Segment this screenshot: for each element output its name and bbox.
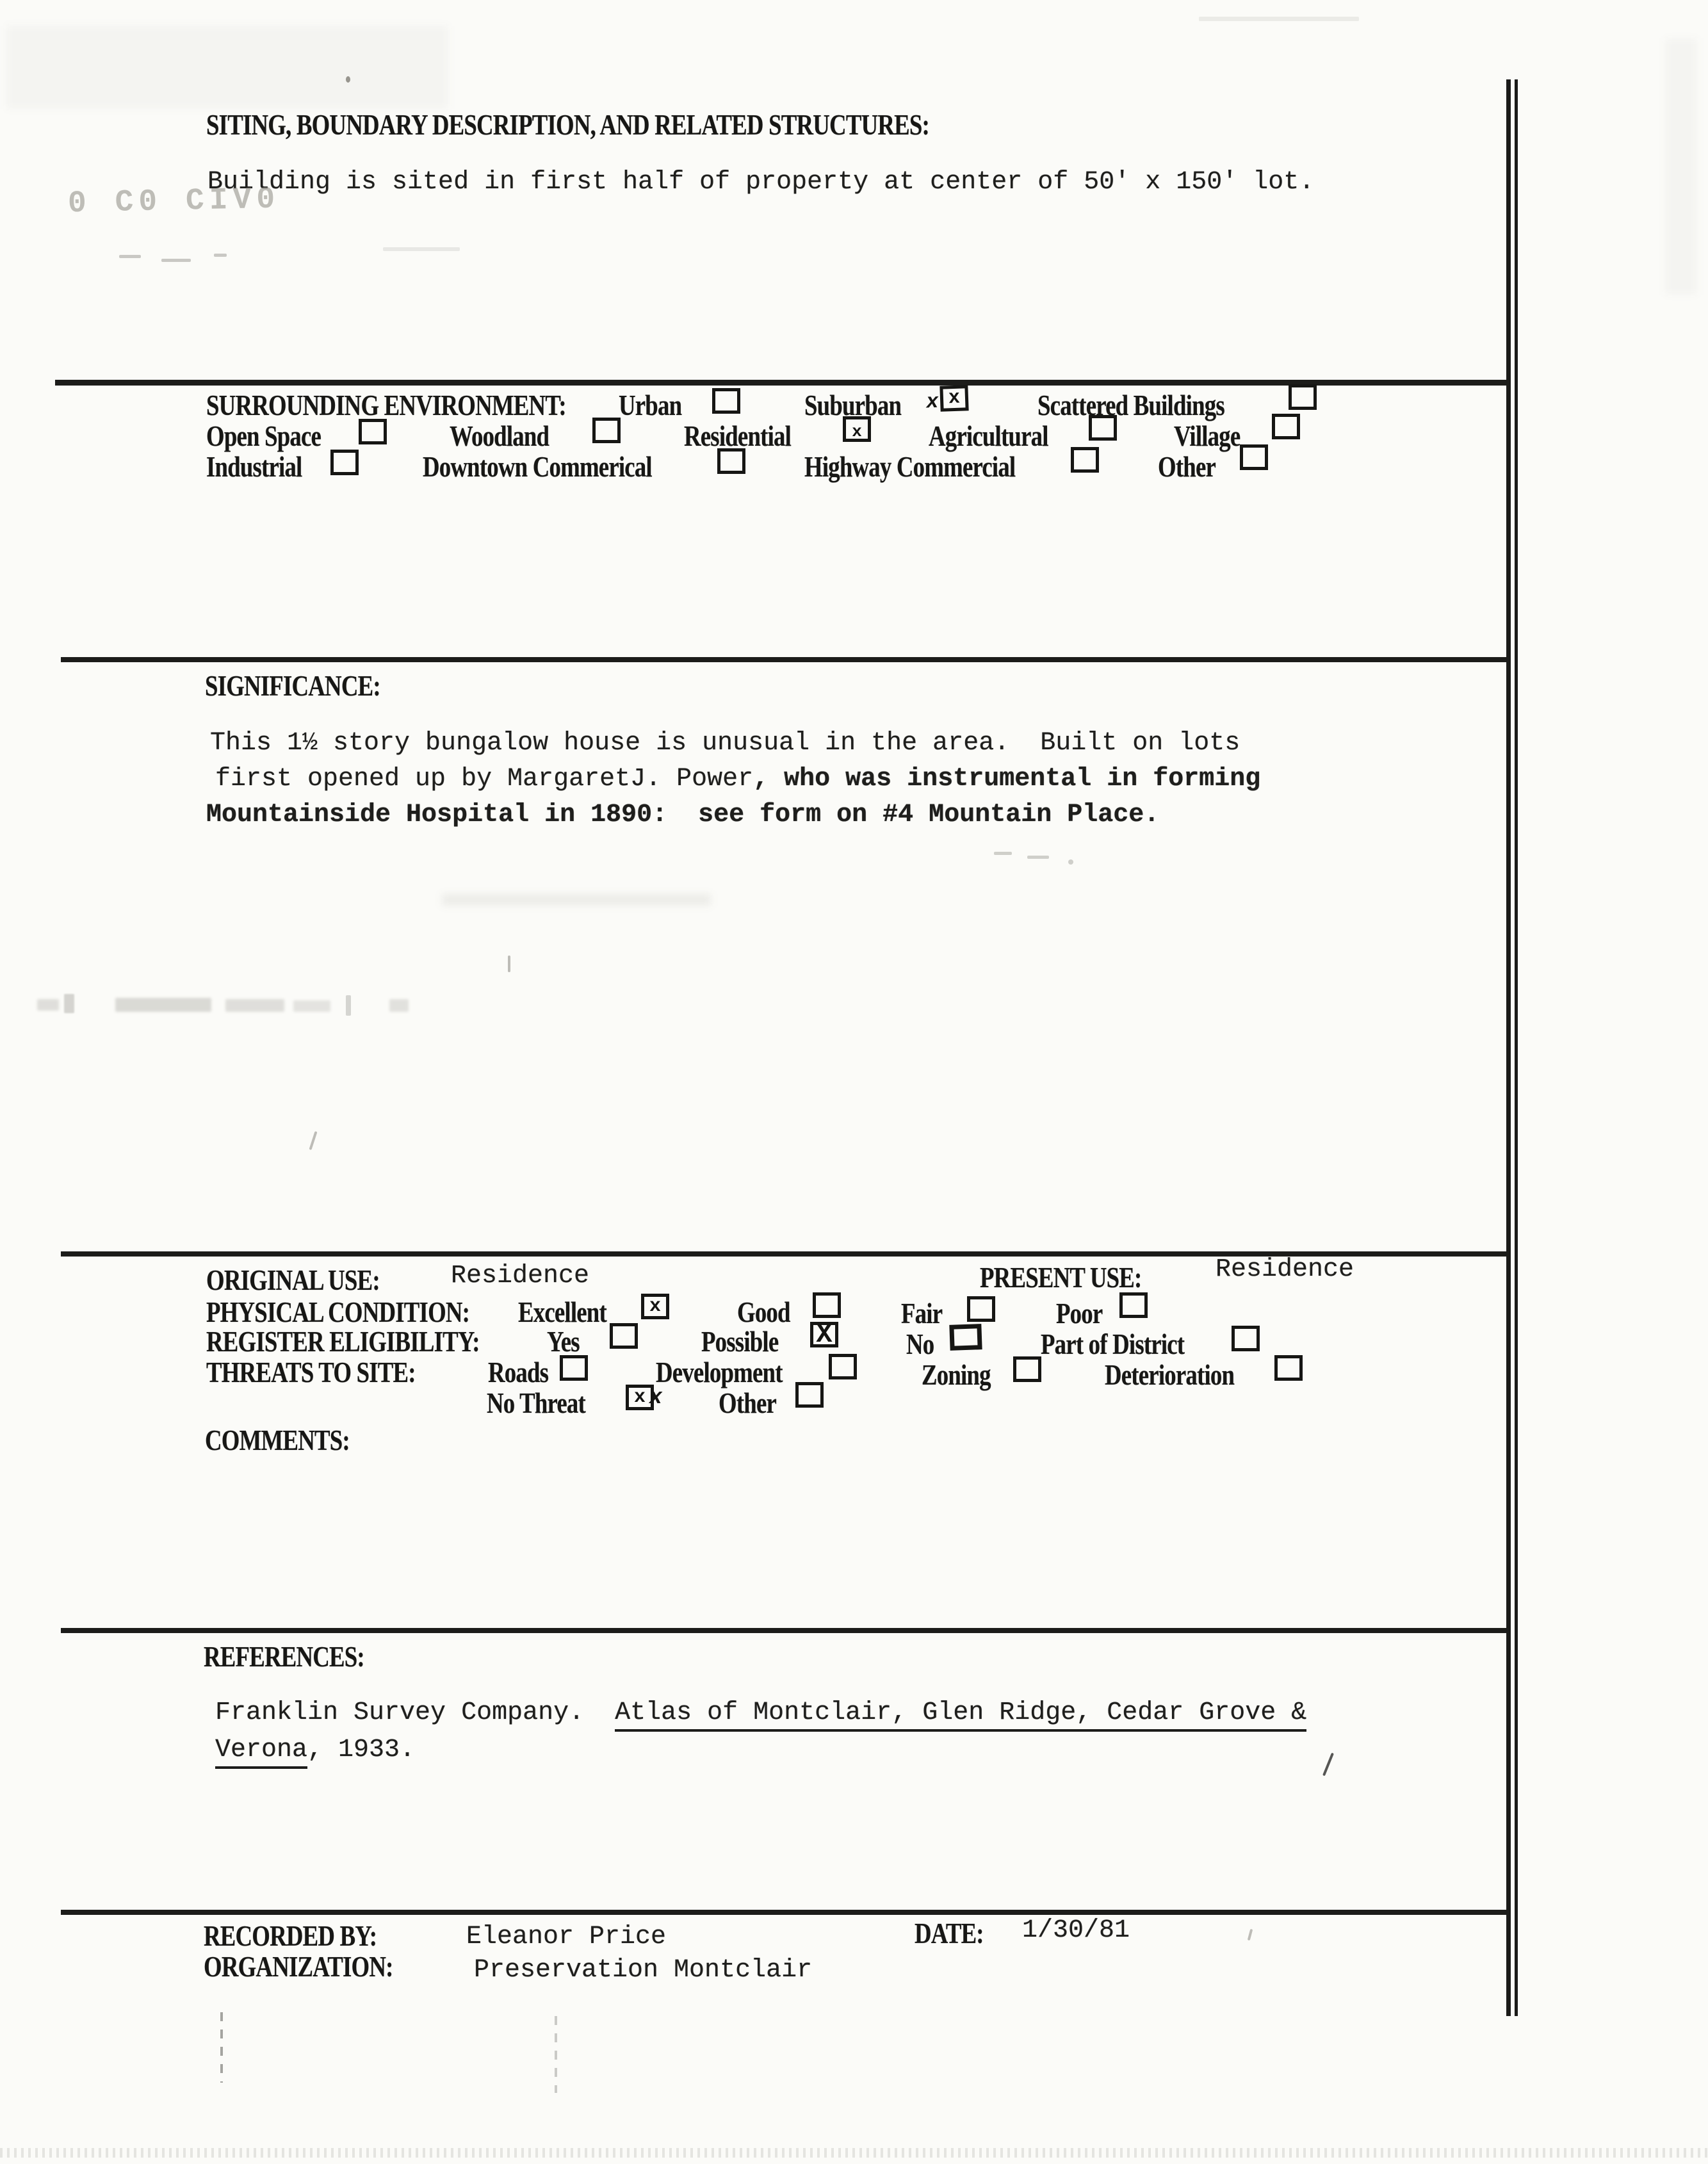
scan-smudge bbox=[442, 894, 711, 906]
section-divider bbox=[61, 1910, 1509, 1915]
checkbox-stray-x: x bbox=[649, 1386, 662, 1410]
register-possible-label: Possible bbox=[701, 1325, 779, 1358]
condition-excellent-checkbox[interactable] bbox=[641, 1294, 669, 1319]
threat-development-label: Development bbox=[656, 1356, 783, 1388]
section-divider bbox=[61, 657, 1509, 662]
reference-title-part-1: Atlas of Montclair, Glen Ridge, Cedar Grove & bbox=[615, 1698, 1306, 1732]
env-option-open-space-checkbox[interactable] bbox=[359, 419, 387, 444]
scan-smudge bbox=[1665, 38, 1697, 295]
condition-excellent-label: Excellent bbox=[518, 1296, 606, 1328]
ghost-text-mark bbox=[37, 999, 59, 1011]
env-option-downtown-commerical-label: Downtown Commerical bbox=[423, 450, 652, 483]
present-use-value: Residence bbox=[1216, 1255, 1354, 1284]
significance-line-3: Mountainside Hospital in 1890: see form on #4 Mountain Place. bbox=[206, 801, 1160, 829]
significance-line-1: This 1½ story bungalow house is unusual in the area. Built on lots bbox=[210, 729, 1240, 758]
env-option-woodland-checkbox[interactable] bbox=[592, 418, 621, 443]
threat-zoning-label: Zoning bbox=[922, 1358, 991, 1391]
env-option-other-checkbox[interactable] bbox=[1240, 444, 1268, 470]
comments-label: COMMENTS: bbox=[205, 1424, 350, 1456]
stray-mark bbox=[1248, 1929, 1253, 1940]
page-edge-double-line bbox=[1506, 79, 1518, 2016]
ghost-text-mark bbox=[64, 994, 74, 1013]
pencil-dash bbox=[994, 852, 1012, 855]
reference-author: Franklin Survey Company. bbox=[215, 1698, 615, 1727]
ghost-text-mark bbox=[389, 999, 409, 1012]
threat-deterioration-label: Deterioration bbox=[1105, 1358, 1235, 1391]
condition-fair-checkbox[interactable] bbox=[967, 1296, 995, 1322]
reference-line-1 bbox=[215, 1698, 1306, 1728]
threat-no-threat-checkbox[interactable] bbox=[626, 1385, 662, 1410]
env-option-industrial-label: Industrial bbox=[206, 450, 302, 483]
threat-development-checkbox[interactable] bbox=[829, 1354, 857, 1379]
environment-section-heading: SURROUNDING ENVIRONMENT: bbox=[206, 389, 566, 421]
ink-dot bbox=[346, 76, 350, 83]
reference-title-part-2: Verona bbox=[215, 1736, 307, 1769]
ghost-text-mark bbox=[346, 995, 351, 1016]
condition-good-label: Good bbox=[737, 1296, 790, 1328]
register-yes-label: Yes bbox=[547, 1325, 580, 1358]
reference-year: , 1933. bbox=[307, 1736, 416, 1764]
register-part-of-district-label: Part of District bbox=[1041, 1328, 1185, 1360]
register-yes-checkbox[interactable] bbox=[610, 1323, 638, 1349]
env-option-residential-label: Residential bbox=[684, 419, 792, 452]
pencil-dash bbox=[1027, 856, 1049, 859]
date-label: DATE: bbox=[915, 1917, 984, 1949]
env-option-open-space-label: Open Space bbox=[206, 419, 321, 452]
env-option-other-label: Other bbox=[1158, 450, 1216, 483]
significance-line-2-regular: first opened up by MargaretJ. Power bbox=[215, 765, 754, 793]
date-value: 1/30/81 bbox=[1022, 1916, 1130, 1945]
scan-smudge bbox=[6, 26, 448, 109]
scan-dashed-line bbox=[555, 2016, 557, 2093]
env-option-highway-commercial-checkbox[interactable] bbox=[1071, 447, 1099, 473]
section-divider bbox=[61, 1628, 1509, 1633]
siting-description-text: Building is sited in first half of property at center of 50' x 150' lot. bbox=[207, 168, 1315, 197]
register-eligibility-label: REGISTER ELIGIBILITY: bbox=[206, 1325, 480, 1358]
original-use-value: Residence bbox=[451, 1262, 590, 1290]
organization-value: Preservation Montclair bbox=[474, 1956, 813, 1985]
faint-stamp-artifact: 0 C0 CIV0 bbox=[67, 182, 281, 222]
register-possible-checkbox[interactable] bbox=[810, 1319, 838, 1350]
reference-line-2 bbox=[215, 1736, 415, 1765]
env-option-suburban-checkbox[interactable] bbox=[925, 385, 968, 414]
threat-other-checkbox[interactable] bbox=[795, 1382, 824, 1408]
env-option-woodland-label: Woodland bbox=[450, 419, 549, 452]
recorded-by-value: Eleanor Price bbox=[466, 1923, 667, 1951]
pencil-dot bbox=[1068, 859, 1073, 865]
ghost-text-mark bbox=[115, 998, 211, 1012]
env-option-agricultural-checkbox[interactable] bbox=[1089, 415, 1117, 441]
env-option-village-checkbox[interactable] bbox=[1272, 414, 1300, 439]
significance-line-2-bold: , who was instrumental in forming bbox=[753, 765, 1261, 793]
threat-roads-label: Roads bbox=[488, 1356, 549, 1388]
siting-section-heading: SITING, BOUNDARY DESCRIPTION, AND RELATED STRUCTURES: bbox=[206, 108, 930, 141]
env-option-urban-label: Urban bbox=[619, 389, 682, 421]
threat-no-threat-label: No Threat bbox=[487, 1387, 585, 1419]
recorded-by-label: RECORDED BY: bbox=[204, 1919, 377, 1952]
env-option-scattered-buildings-checkbox[interactable] bbox=[1289, 384, 1317, 410]
condition-poor-label: Poor bbox=[1056, 1297, 1103, 1330]
present-use-label: PRESENT USE: bbox=[980, 1261, 1142, 1294]
env-option-agricultural-label: Agricultural bbox=[929, 419, 1048, 452]
pencil-dash bbox=[119, 255, 141, 258]
register-part-of-district-checkbox[interactable] bbox=[1232, 1326, 1260, 1351]
pencil-dash bbox=[214, 254, 227, 257]
pencil-dash bbox=[161, 259, 191, 262]
threats-to-site-label: THREATS TO SITE: bbox=[206, 1356, 416, 1388]
organization-label: ORGANIZATION: bbox=[204, 1950, 393, 1983]
checkbox-mark: x bbox=[852, 422, 862, 441]
significance-line-2 bbox=[215, 765, 1260, 794]
scan-dashed-line bbox=[220, 2012, 223, 2083]
original-use-label: ORIGINAL USE: bbox=[206, 1264, 380, 1296]
threat-other-label: Other bbox=[719, 1387, 777, 1419]
env-option-urban-checkbox[interactable] bbox=[712, 388, 740, 414]
stray-backslash bbox=[1322, 1753, 1334, 1777]
condition-fair-label: Fair bbox=[901, 1297, 943, 1330]
env-option-highway-commercial-label: Highway Commercial bbox=[804, 450, 1016, 483]
checkbox-stray-x: x bbox=[925, 389, 939, 414]
pencil-dash bbox=[383, 247, 460, 251]
ghost-text-mark bbox=[293, 1000, 330, 1012]
env-option-suburban-label: Suburban bbox=[804, 389, 902, 421]
register-no-label: No bbox=[906, 1328, 934, 1360]
threat-zoning-checkbox[interactable] bbox=[1013, 1356, 1041, 1382]
threat-roads-checkbox[interactable] bbox=[560, 1355, 588, 1381]
env-option-downtown-commerical-checkbox[interactable] bbox=[717, 448, 745, 474]
stray-mark bbox=[309, 1131, 317, 1150]
env-option-industrial-checkbox[interactable] bbox=[330, 450, 359, 475]
ghost-text-mark bbox=[225, 999, 284, 1012]
scan-noise-band bbox=[0, 2148, 1708, 2158]
condition-poor-checkbox[interactable] bbox=[1119, 1292, 1148, 1318]
ink-tick bbox=[508, 956, 510, 972]
references-section-heading: REFERENCES: bbox=[204, 1640, 364, 1673]
env-option-scattered-buildings-label: Scattered Buildings bbox=[1037, 389, 1224, 421]
checkbox-mark: x bbox=[948, 387, 961, 410]
scan-streak bbox=[1199, 17, 1359, 21]
significance-section-heading: SIGNIFICANCE: bbox=[205, 669, 380, 702]
checkbox-mark: x bbox=[649, 1296, 661, 1317]
register-no-checkbox[interactable] bbox=[949, 1324, 982, 1351]
checkbox-mark: x bbox=[633, 1387, 646, 1408]
condition-good-checkbox[interactable] bbox=[813, 1292, 841, 1318]
env-option-residential-checkbox[interactable] bbox=[843, 416, 871, 442]
physical-condition-label: PHYSICAL CONDITION: bbox=[206, 1296, 470, 1328]
checkbox-mark: X bbox=[816, 1319, 833, 1350]
env-option-village-label: Village bbox=[1174, 419, 1240, 452]
threat-deterioration-checkbox[interactable] bbox=[1274, 1355, 1303, 1381]
